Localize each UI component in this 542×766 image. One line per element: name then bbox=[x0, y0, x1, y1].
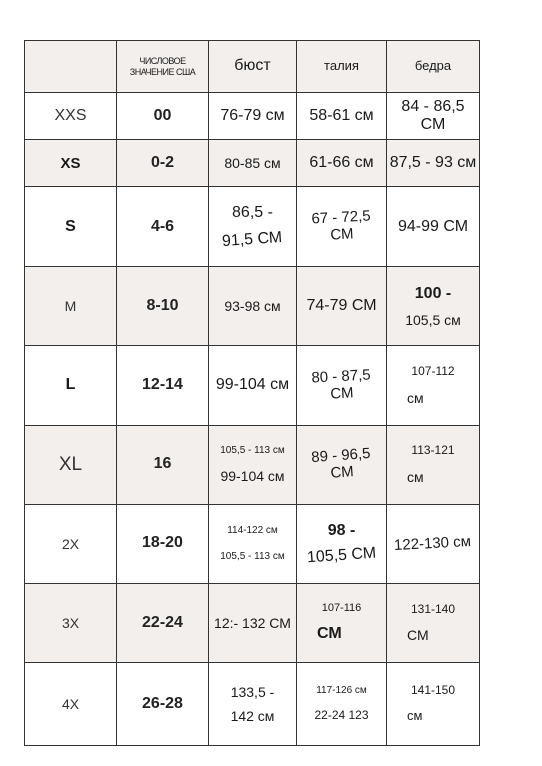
hips-cell: 94-99 СМ bbox=[387, 187, 480, 267]
waist-value-line2: 105,5 СМ bbox=[306, 544, 377, 567]
waist-cell bbox=[297, 187, 387, 267]
waist-value-line1: 107-116 bbox=[321, 602, 362, 615]
waist-cell bbox=[297, 346, 387, 425]
size-cell: 4X bbox=[25, 662, 117, 745]
hips-value-line2: см bbox=[407, 469, 424, 486]
hips-value-line1: 131-140 bbox=[410, 601, 456, 616]
hips-value-line1: 100 - bbox=[414, 285, 452, 303]
size-cell: XS bbox=[25, 140, 117, 187]
hips-cell bbox=[387, 267, 480, 346]
size-chart-table bbox=[24, 40, 480, 746]
us-cell: 0-2 bbox=[117, 140, 209, 187]
bust-value-line1: 114-122 см bbox=[227, 525, 278, 537]
waist-value: 80 - 87,5 СМ bbox=[311, 366, 372, 404]
table-row bbox=[25, 267, 480, 346]
bust-cell: 12:- 132 СМ bbox=[209, 583, 297, 662]
bust-cell: 80-85 см bbox=[209, 140, 297, 187]
waist-value-line1: 98 - bbox=[327, 522, 356, 540]
bust-cell: 76-79 см bbox=[209, 93, 297, 140]
size-cell: M bbox=[25, 267, 117, 346]
table-row bbox=[25, 425, 480, 504]
us-cell: 12-14 bbox=[117, 346, 209, 425]
header-bust: бюст bbox=[209, 41, 297, 93]
hips-cell bbox=[387, 504, 480, 583]
hips-cell bbox=[387, 583, 480, 662]
us-cell: 16 bbox=[117, 425, 209, 504]
us-cell: 8-10 bbox=[117, 267, 209, 346]
size-cell: L bbox=[25, 346, 117, 425]
waist-cell: 58-61 см bbox=[297, 93, 387, 140]
hips-cell bbox=[387, 425, 480, 504]
waist-cell: 61-66 см bbox=[297, 140, 387, 187]
waist-cell: 74-79 СМ bbox=[297, 267, 387, 346]
us-cell: 00 bbox=[117, 93, 209, 140]
table-row bbox=[25, 93, 480, 140]
hips-value-line1: 113-121 bbox=[411, 442, 455, 457]
bust-value-line1: 86,5 - bbox=[232, 204, 273, 222]
bust-cell bbox=[209, 504, 297, 583]
bust-value-line1: 105,5 - 113 см bbox=[220, 444, 285, 456]
bust-value-line2: 91,5 СМ bbox=[221, 228, 284, 250]
bust-cell: 99-104 см bbox=[209, 346, 297, 425]
bust-cell bbox=[209, 425, 297, 504]
hips-value-line2: см bbox=[407, 708, 423, 724]
waist-value-line1: 117-126 см bbox=[316, 685, 367, 697]
waist-value: 67 - 72,5 СМ bbox=[311, 207, 372, 245]
size-cell: XXS bbox=[25, 93, 117, 140]
waist-value-line2: СМ bbox=[317, 624, 342, 642]
header-us: ЧИСЛОВОЕ ЗНАЧЕНИЕ США bbox=[117, 41, 209, 93]
bust-value-line2: 99-104 см bbox=[220, 468, 285, 485]
bust-cell: 93-98 см bbox=[209, 267, 297, 346]
size-cell: XL bbox=[25, 425, 117, 504]
table-row bbox=[25, 346, 480, 425]
table-row bbox=[25, 140, 480, 187]
waist-cell bbox=[297, 583, 387, 662]
hips-cell bbox=[387, 346, 480, 425]
table-row bbox=[25, 583, 480, 662]
waist-value-line2: 22-24 123 bbox=[314, 707, 369, 722]
hips-value-line1: 141-150 bbox=[410, 682, 456, 697]
waist-cell bbox=[297, 504, 387, 583]
us-cell: 22-24 bbox=[117, 583, 209, 662]
hips-value-line2: 105,5 см bbox=[405, 311, 461, 328]
us-cell: 4-6 bbox=[117, 187, 209, 267]
waist-cell bbox=[297, 662, 387, 745]
hips-cell: 84 - 86,5 СМ bbox=[387, 93, 480, 140]
size-cell: 2X bbox=[25, 504, 117, 583]
hips-value-line2: см bbox=[407, 390, 424, 407]
hips-cell bbox=[387, 662, 480, 745]
hips-cell: 87,5 - 93 см bbox=[387, 140, 480, 187]
size-cell: 3X bbox=[25, 583, 117, 662]
hips-value: 122-130 см bbox=[394, 533, 472, 555]
hips-value-line2: СМ bbox=[407, 626, 429, 643]
bust-value-line1: 133,5 - bbox=[230, 683, 275, 700]
size-cell: S bbox=[25, 187, 117, 267]
us-cell: 18-20 bbox=[117, 504, 209, 583]
header-size bbox=[25, 41, 117, 93]
bust-value-line2: 105,5 - 113 см bbox=[220, 550, 285, 562]
bust-cell bbox=[209, 187, 297, 267]
header-waist: талия bbox=[297, 41, 387, 93]
header-row bbox=[25, 41, 480, 93]
hips-value-line1: 107-112 bbox=[411, 363, 455, 378]
bust-value-line2: 142 см bbox=[230, 707, 275, 724]
table-row bbox=[25, 187, 480, 267]
waist-cell bbox=[297, 425, 387, 504]
waist-value: 89 - 96,5 СМ bbox=[310, 445, 372, 483]
table-row bbox=[25, 662, 480, 745]
header-hips: бедра bbox=[387, 41, 480, 93]
table-row bbox=[25, 504, 480, 583]
bust-cell bbox=[209, 662, 297, 745]
us-cell: 26-28 bbox=[117, 662, 209, 745]
